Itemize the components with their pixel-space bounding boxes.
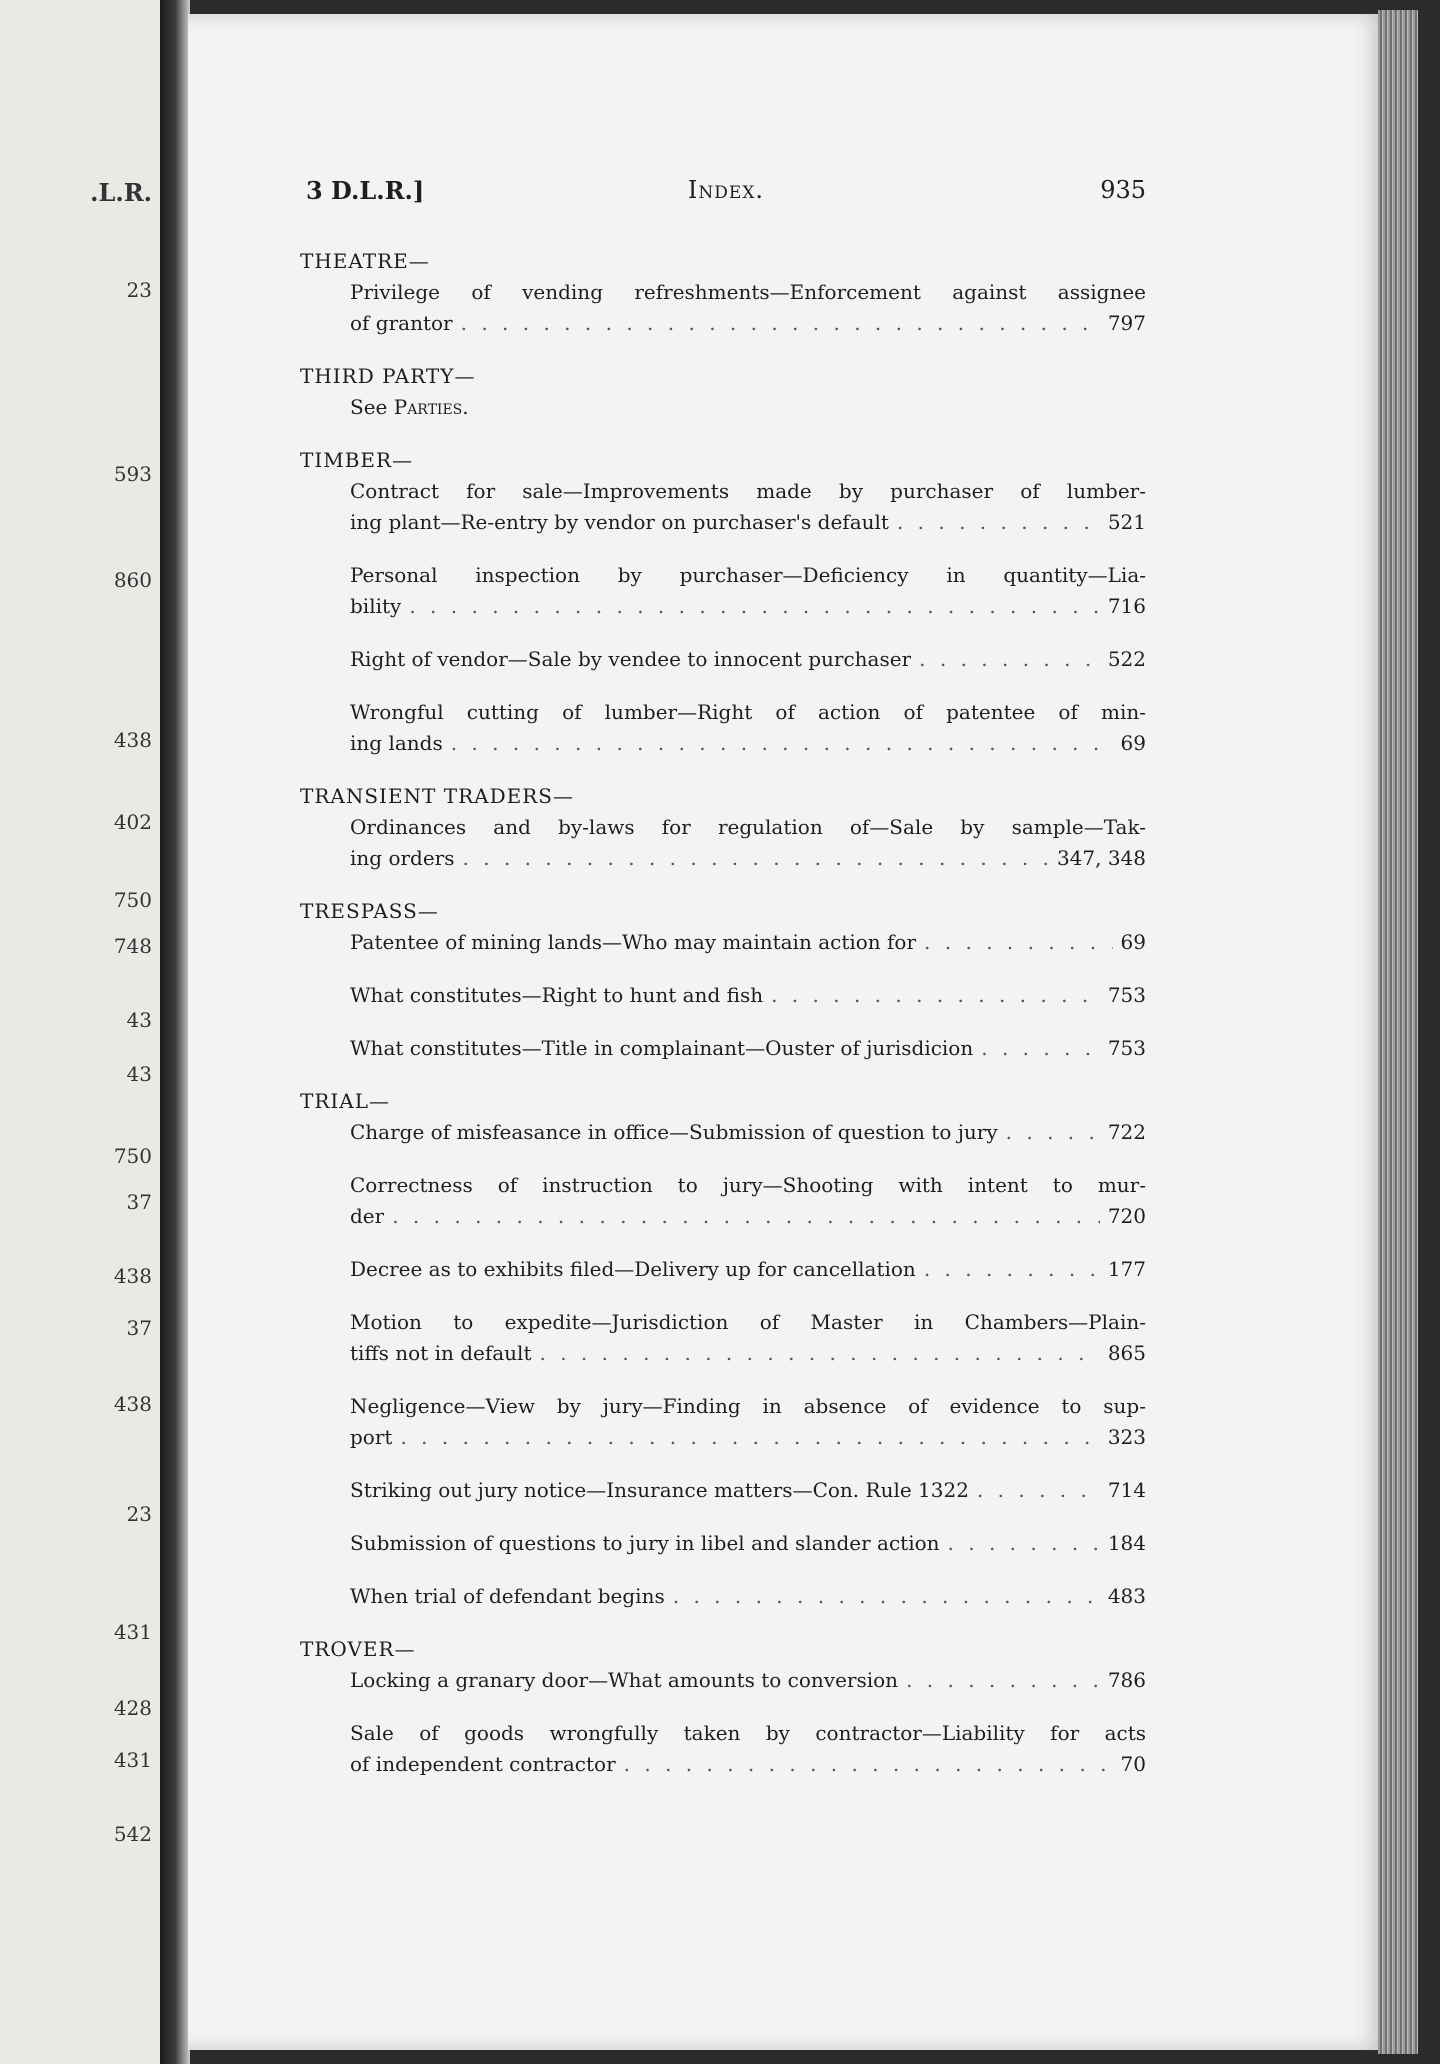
- page-reference: 722: [1107, 1120, 1146, 1144]
- entry-final-line: [350, 591, 1146, 622]
- entry-text-line: Privilege of vending refreshments—Enforcement against assignee: [350, 280, 1146, 304]
- entry-text: bility: [350, 594, 402, 618]
- index-entry: [350, 1117, 1146, 1148]
- dot-leader: [977, 1475, 1100, 1506]
- index-entry: [350, 277, 1146, 339]
- entry-final-line: [350, 507, 1146, 538]
- entry-final-line: [350, 1254, 1146, 1285]
- page-reference: 865: [1107, 1341, 1146, 1365]
- section-heading: TRESPASS—: [300, 899, 439, 923]
- index-section: [300, 1086, 1146, 1612]
- entry-text-line: Sale of goods wrongfully taken by contractor—Liability for acts: [350, 1721, 1146, 1745]
- index-entry: [350, 812, 1146, 874]
- page-reference: 70: [1120, 1752, 1146, 1776]
- entry-text: of grantor: [350, 311, 453, 335]
- page-reference: 521: [1107, 510, 1146, 534]
- left-page-ref: 43: [126, 1008, 152, 1032]
- page-reference: 714: [1107, 1478, 1146, 1502]
- see-reference: [350, 392, 1146, 423]
- page-reference: 753: [1107, 983, 1146, 1007]
- running-head: [306, 176, 1146, 212]
- entry-text-line: Motion to expedite—Jurisdiction of Master in Chambers—Plain-: [350, 1310, 1146, 1334]
- dot-leader: [1006, 1117, 1100, 1148]
- left-page-ref: 37: [126, 1316, 152, 1340]
- index-section: [300, 781, 1146, 874]
- left-page-ref: 23: [126, 1502, 152, 1526]
- entry-text: Locking a granary door—What amounts to conversion: [350, 1668, 899, 1692]
- index-entry: [350, 980, 1146, 1011]
- section-heading: TROVER—: [300, 1637, 416, 1661]
- page-reference: 177: [1107, 1257, 1146, 1281]
- entry-text: ing plant—Re-entry by vendor on purchaser's default: [350, 510, 889, 534]
- entry-text: Charge of misfeasance in office—Submission of question to jury: [350, 1120, 998, 1144]
- page-reference: 69: [1120, 930, 1146, 954]
- section-heading: THEATRE—: [300, 249, 430, 273]
- index-entry: [350, 1665, 1146, 1696]
- page-reference: 483: [1107, 1584, 1146, 1608]
- entry-final-line: [350, 1201, 1146, 1232]
- index-list: [300, 246, 1146, 1802]
- entry-final-line: [350, 1665, 1146, 1696]
- entry-final-line: [350, 980, 1146, 1011]
- entry-text-line: Correctness of instruction to jury—Shooting with intent to mur-: [350, 1173, 1146, 1197]
- page-reference: 347, 348: [1056, 846, 1146, 870]
- page-reference: 720: [1107, 1204, 1146, 1228]
- dot-leader: [981, 1033, 1100, 1064]
- dot-leader: [919, 644, 1100, 675]
- index-entry: [350, 560, 1146, 622]
- left-page-ref: 750: [113, 888, 152, 912]
- page-reference: 716: [1107, 594, 1146, 618]
- section-heading: TRIAL—: [300, 1089, 391, 1113]
- dot-leader: [924, 1254, 1100, 1285]
- dot-leader: [400, 1422, 1099, 1453]
- dot-leader: [461, 308, 1100, 339]
- dot-leader: [673, 1581, 1100, 1612]
- entry-text: What constitutes—Right to hunt and fish: [350, 983, 764, 1007]
- entry-final-line: [350, 1581, 1146, 1612]
- left-page-ref: 750: [113, 1144, 152, 1168]
- left-page-ref: 860: [113, 568, 152, 592]
- page-edges: [1378, 10, 1418, 2054]
- dot-leader: [463, 843, 1049, 874]
- left-page-ref: 402: [113, 810, 152, 834]
- entry-final-line: [350, 843, 1146, 874]
- entry-text: Submission of questions to jury in libel and slander action: [350, 1531, 940, 1555]
- dot-leader: [624, 1749, 1113, 1780]
- left-page-ref: 428: [113, 1696, 152, 1720]
- left-page-ref: 37: [126, 1190, 152, 1214]
- see-prefix: See: [350, 395, 388, 419]
- section-heading: THIRD PARTY—: [300, 364, 476, 388]
- left-page-ref: 23: [126, 278, 152, 302]
- entry-text-line: Contract for sale—Improvements made by purchaser of lumber-: [350, 479, 1146, 503]
- page-number: 935: [1100, 176, 1146, 204]
- left-page-ref: 542: [113, 1822, 152, 1846]
- index-entry: [350, 1475, 1146, 1506]
- dot-leader: [771, 980, 1100, 1011]
- index-entry: [350, 1307, 1146, 1369]
- entry-text: Patentee of mining lands—Who may maintain action for: [350, 930, 917, 954]
- entry-text: of independent contractor: [350, 1752, 616, 1776]
- left-page-ref: 438: [113, 1392, 152, 1416]
- left-page-ref: 431: [113, 1748, 152, 1772]
- dot-leader: [409, 591, 1099, 622]
- entry-final-line: [350, 927, 1146, 958]
- left-page-ref: 748: [113, 934, 152, 958]
- section-heading: TIMBER—: [300, 448, 414, 472]
- dot-leader: [451, 728, 1113, 759]
- page-reference: 797: [1107, 311, 1146, 335]
- index-section: [300, 896, 1146, 1064]
- index-entry: [350, 1033, 1146, 1064]
- page-reference: 69: [1120, 731, 1146, 755]
- dot-leader: [924, 927, 1113, 958]
- entry-text: tiffs not in default: [350, 1341, 532, 1365]
- entry-text-line: Negligence—View by jury—Finding in absence of evidence to sup-: [350, 1394, 1146, 1418]
- entry-text: ing lands: [350, 731, 443, 755]
- left-page-ref: 431: [113, 1620, 152, 1644]
- left-facing-page: [0, 0, 162, 2064]
- entry-final-line: [350, 1117, 1146, 1148]
- section-heading: TRANSIENT TRADERS—: [300, 784, 574, 808]
- left-page-ref: 43: [126, 1062, 152, 1086]
- index-section: [300, 1634, 1146, 1780]
- index-entry: [350, 476, 1146, 538]
- index-entry: [350, 1254, 1146, 1285]
- index-entry: [350, 1718, 1146, 1780]
- entry-final-line: [350, 308, 1146, 339]
- page-reference: 786: [1107, 1668, 1146, 1692]
- left-page-ref: 593: [113, 462, 152, 486]
- entry-final-line: [350, 1033, 1146, 1064]
- index-entry: [350, 644, 1146, 675]
- left-page-header-fragment: .L.R.: [90, 178, 152, 207]
- entry-text: port: [350, 1425, 393, 1449]
- dot-leader: [540, 1338, 1100, 1369]
- page-reference: 323: [1107, 1425, 1146, 1449]
- entry-final-line: [350, 1749, 1146, 1780]
- index-entry: [350, 1528, 1146, 1559]
- entry-final-line: [350, 1422, 1146, 1453]
- entry-final-line: [350, 728, 1146, 759]
- dot-leader: [906, 1665, 1100, 1696]
- entry-text: When trial of defendant begins: [350, 1584, 665, 1608]
- entry-text: Striking out jury notice—Insurance matters—Con. Rule 1322: [350, 1478, 969, 1502]
- index-entry: [350, 1170, 1146, 1232]
- index-section: [300, 445, 1146, 759]
- page-reference: 522: [1107, 647, 1146, 671]
- entry-final-line: [350, 644, 1146, 675]
- index-section: [300, 361, 1146, 423]
- entry-text-line: Personal inspection by purchaser—Deficiency in quantity—Lia-: [350, 563, 1146, 587]
- left-page-ref: 438: [113, 1264, 152, 1288]
- page-reference: 753: [1107, 1036, 1146, 1060]
- index-entry: [350, 927, 1146, 958]
- entry-text: der: [350, 1204, 385, 1228]
- entry-text-line: Ordinances and by-laws for regulation of—Sale by sample—Tak-: [350, 815, 1146, 839]
- index-entry: [350, 1391, 1146, 1453]
- entry-text: What constitutes—Title in complainant—Ouster of jurisdicion: [350, 1036, 974, 1060]
- entry-final-line: [350, 1475, 1146, 1506]
- index-entry: [350, 697, 1146, 759]
- book-gutter: [160, 0, 190, 2064]
- running-title: Index.: [687, 176, 765, 204]
- index-entry: [350, 1581, 1146, 1612]
- entry-text: ing orders: [350, 846, 455, 870]
- page-reference: 184: [1107, 1531, 1146, 1555]
- dot-leader: [948, 1528, 1100, 1559]
- entry-final-line: [350, 1528, 1146, 1559]
- entry-final-line: [350, 1338, 1146, 1369]
- dot-leader: [392, 1201, 1100, 1232]
- dot-leader: [897, 507, 1100, 538]
- volume-label: 3 D.L.R.]: [306, 176, 425, 205]
- left-page-ref: 438: [113, 728, 152, 752]
- entry-text: Right of vendor—Sale by vendee to innocent purchaser: [350, 647, 912, 671]
- entry-text-line: Wrongful cutting of lumber—Right of action of patentee of min-: [350, 700, 1146, 724]
- index-section: [300, 246, 1146, 339]
- entry-text: Decree as to exhibits filed—Delivery up for cancellation: [350, 1257, 916, 1281]
- see-target: Parties.: [393, 395, 469, 419]
